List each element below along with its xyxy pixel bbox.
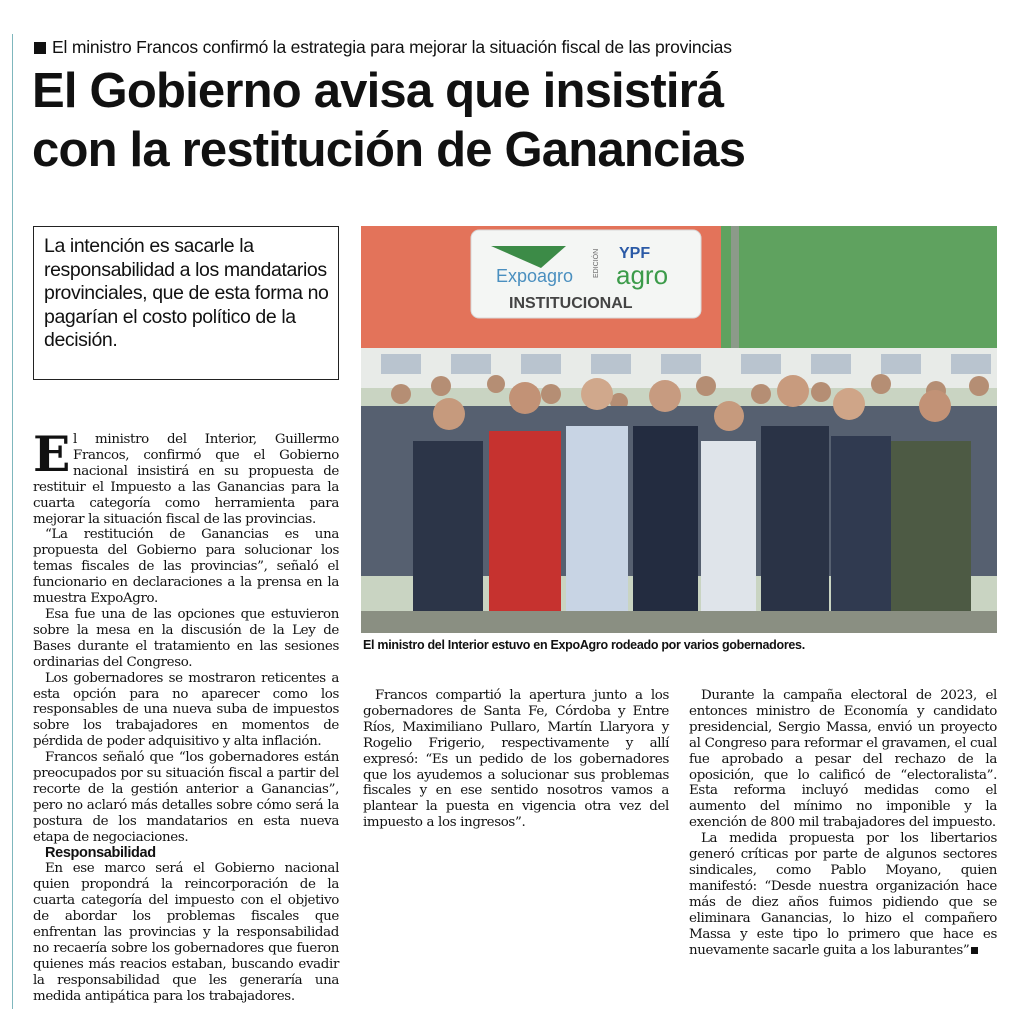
paragraph-5: Francos señaló que “los gobernadores están preocupados por su situación fiscal a partir del recorte de la gestión anterior a Ganancias”, pero no aclaró más detalles sobre cómo será la postura de los mandatarios en esta nueva etapa de negociaciones. xyxy=(33,750,339,845)
article-column-2 xyxy=(363,688,669,831)
paragraph-4: Los gobernadores se mostraron reticentes a esta opción para no aparecer como los responsables de una nueva suba de impuestos sobre los trabajadores en momentos de pérdida de poder adquisitivo y alta inflación. xyxy=(33,670,339,750)
article-column-3 xyxy=(689,688,997,958)
paragraph-7: Francos compartió la apertura junto a los gobernadores de Santa Fe, Córdoba y Entre Ríos, Maximiliano Pullaro, Martín Llaryora y Rogelio Frigerio, respectivamente y allí expresó: “Es un pedido de los gobernadores que los ayudemos a solucionar sus problemas fiscales y en ese sentido nosotros vamos a plantear la puesta en vigencia otra vez del impuesto a los ingresos”. xyxy=(363,688,669,831)
photo-illustration xyxy=(361,226,997,633)
paragraph-6: En ese marco será el Gobierno nacional quien propondrá la reincorporación de la cuarta categoría del impuesto con el objetivo de abordar los problemas fiscales que enfrentan las provincias y la responsabilidad no recaería sobre los gobernadores que fueron quienes más reacios estaban, buscando evadir la responsabilidad que les generaría una medida antipática para los trabajadores. xyxy=(33,861,339,1004)
kicker-text: El ministro Francos confirmó la estrategia para mejorar la situación fiscal de las provincias xyxy=(52,37,732,57)
end-mark-icon xyxy=(971,947,978,954)
paragraph-2: “La restitución de Ganancias es una propuesta del Gobierno para solucionar los temas fiscales de las provincias”, señaló el funcionario en declaraciones a la prensa en la muestra ExpoAgro. xyxy=(33,527,339,607)
kicker-square-icon xyxy=(34,42,46,54)
drop-cap: E xyxy=(33,425,70,483)
margin-rule xyxy=(12,34,13,1009)
photo-caption: El ministro del Interior estuvo en ExpoAgro rodeado por varios gobernadores. xyxy=(363,638,805,652)
paragraph-3: Esa fue una de las opciones que estuvieron sobre la mesa en la discusión de la Ley de Bases durante el tratamiento en las sesiones ordinarias del Congreso. xyxy=(33,606,339,670)
news-photo xyxy=(361,226,997,633)
headline-line-2: con la restitución de Ganancias xyxy=(32,123,746,177)
sign-label: INSTITUCIONAL xyxy=(509,295,633,312)
sign-brand: Expoagro xyxy=(496,266,574,286)
paragraph-9-text: La medida propuesta por los libertarios generó críticas por parte de algunos sectores sindicales, como Pablo Moyano, quien manifestó: “Desde nuestra organización hace más de diez años fuimos pidiendo que se eliminara Ganancias, lo hizo el compañero Massa y este tipo lo primero que hace es nuevamente sacarle guita a los laburantes” xyxy=(689,831,997,958)
sign-sponsor-2: agro xyxy=(616,260,669,290)
paragraph-1-text: l ministro del Interior, Guillermo Francos, confirmó que el Gobierno nacional insistirá en su propuesta de restituir el Impuesto a las Ganancias para la cuarta categoría como herramienta para mejorar la situación fiscal de las provincias. xyxy=(33,432,339,527)
sign-edition: EDICIÓN xyxy=(593,248,600,278)
headline-line-1: El Gobierno avisa que insistirá xyxy=(32,64,724,118)
paragraph-8: Durante la campaña electoral de 2023, el entonces ministro de Economía y candidato presidencial, Sergio Massa, envió un proyecto al Congreso para reformar el gravamen, el cual fue aprobado a pesar del rechazo de la oposición, que lo calificó de “electoralista”. Esta reforma incluyó medidas como el aumento del mínimo no imponible y la exención de 800 mil trabajadores del impuesto. xyxy=(689,688,997,831)
headline xyxy=(32,62,1007,180)
article-column-1 xyxy=(33,425,339,1004)
kicker xyxy=(34,37,934,58)
paragraph-9 xyxy=(689,831,997,958)
sign-sponsor: YPF xyxy=(619,245,651,262)
subheading-responsabilidad: Responsabilidad xyxy=(45,844,156,861)
pull-quote: La intención es sacarle la responsabilidad a los mandatarios provinciales, que de esta forma no pagarían el costo político de la decisión. xyxy=(33,226,339,380)
paragraph-1 xyxy=(33,425,339,527)
